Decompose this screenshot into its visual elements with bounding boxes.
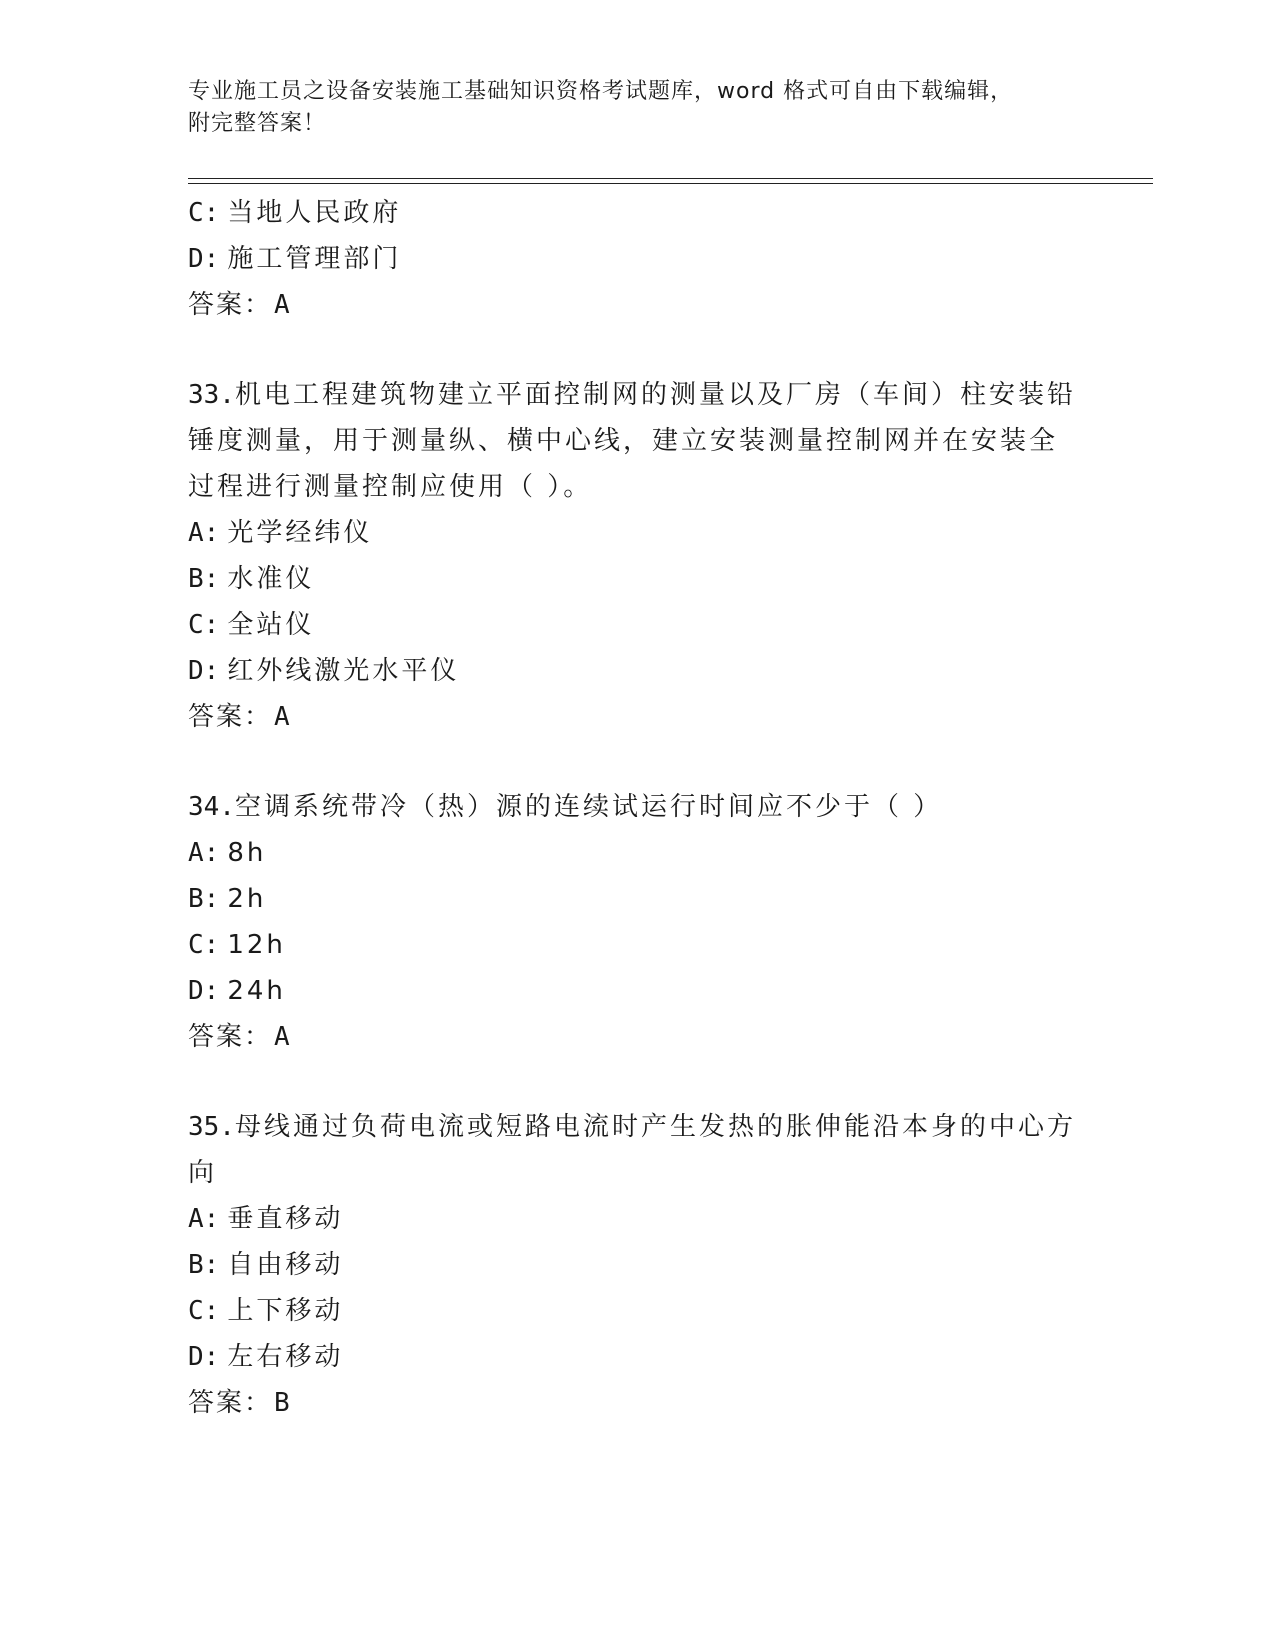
option-label: D: [188,1342,220,1372]
answer-label: 答案： [188,702,273,732]
option-label: A: [188,518,220,548]
option-text: 8h [227,838,267,868]
option-a [188,1196,1088,1242]
answer-line [188,1014,1088,1060]
question-34 [188,784,1088,1060]
option-label: B: [188,884,220,914]
option-d [188,236,1088,282]
option-label: B: [188,1250,220,1280]
option-text: 2h [227,884,267,914]
option-label: D: [188,244,220,274]
question-list [188,190,1088,1426]
option-text: 上下移动 [227,1296,344,1326]
option-d [188,968,1088,1014]
spacer [188,1060,1088,1104]
option-c [188,602,1088,648]
option-label: D: [188,976,220,1006]
prev-question-tail [188,190,1088,328]
option-a [188,510,1088,556]
question-line [188,784,1088,830]
answer-value: A [274,702,292,732]
option-label: C: [188,930,220,960]
option-text: 红外线激光水平仪 [227,656,460,686]
header-line-1: 专业施工员之设备安装施工基础知识资格考试题库，word 格式可自由下载编辑， [188,79,1014,104]
question-line [188,372,1088,418]
question-line: 向 [188,1158,218,1188]
spacer [188,740,1088,784]
question-stem [188,372,1088,510]
option-text: 12h [227,930,286,960]
question-text: 机电工程建筑物建立平面控制网的测量以及厂房（车间）柱安装铅 [234,380,1076,410]
option-text: 当地人民政府 [227,198,402,228]
option-text: 24h [227,976,286,1006]
option-text: 水准仪 [227,564,315,594]
answer-value: A [274,1022,292,1052]
question-number: 33. [188,380,235,410]
answer-line [188,282,1088,328]
option-a [188,830,1088,876]
question-text: 空调系统带冷（热）源的连续试运行时间应不少于（ ） [234,792,943,822]
option-text: 自由移动 [227,1250,344,1280]
option-label: D: [188,656,220,686]
option-text: 光学经纬仪 [227,518,373,548]
option-text: 施工管理部门 [227,244,402,274]
answer-value: B [274,1388,292,1418]
answer-label: 答案： [188,1388,273,1418]
question-number: 35. [188,1112,235,1142]
answer-line [188,694,1088,740]
option-c [188,1288,1088,1334]
option-label: C: [188,198,220,228]
question-line [188,1104,1088,1150]
question-35 [188,1104,1088,1426]
answer-label: 答案： [188,290,273,320]
header-divider-bottom [188,183,1153,184]
header-line-2: 附完整答案！ [188,111,327,136]
option-d [188,1334,1088,1380]
option-label: A: [188,838,220,868]
option-text: 垂直移动 [227,1204,344,1234]
option-label: A: [188,1204,220,1234]
option-label: C: [188,610,220,640]
document-header [188,76,1088,140]
option-d [188,648,1088,694]
option-text: 左右移动 [227,1342,344,1372]
question-text: 母线通过负荷电流或短路电流时产生发热的胀伸能沿本身的中心方 [234,1112,1076,1142]
option-b [188,1242,1088,1288]
question-line: 锤度测量，用于测量纵、横中心线，建立安装测量控制网并在安装全 [188,426,1059,456]
answer-label: 答案： [188,1022,273,1052]
header-divider-top [188,178,1153,179]
option-label: C: [188,1296,220,1326]
option-b [188,876,1088,922]
question-stem [188,784,1088,830]
answer-value: A [274,290,292,320]
option-c [188,922,1088,968]
question-number: 34. [188,792,235,822]
question-33 [188,372,1088,740]
option-c [188,190,1088,236]
option-label: B: [188,564,220,594]
spacer [188,328,1088,372]
question-line: 过程进行测量控制应使用（ ）。 [188,472,593,502]
option-text: 全站仪 [227,610,315,640]
question-stem [188,1104,1088,1196]
option-b [188,556,1088,602]
answer-line [188,1380,1088,1426]
